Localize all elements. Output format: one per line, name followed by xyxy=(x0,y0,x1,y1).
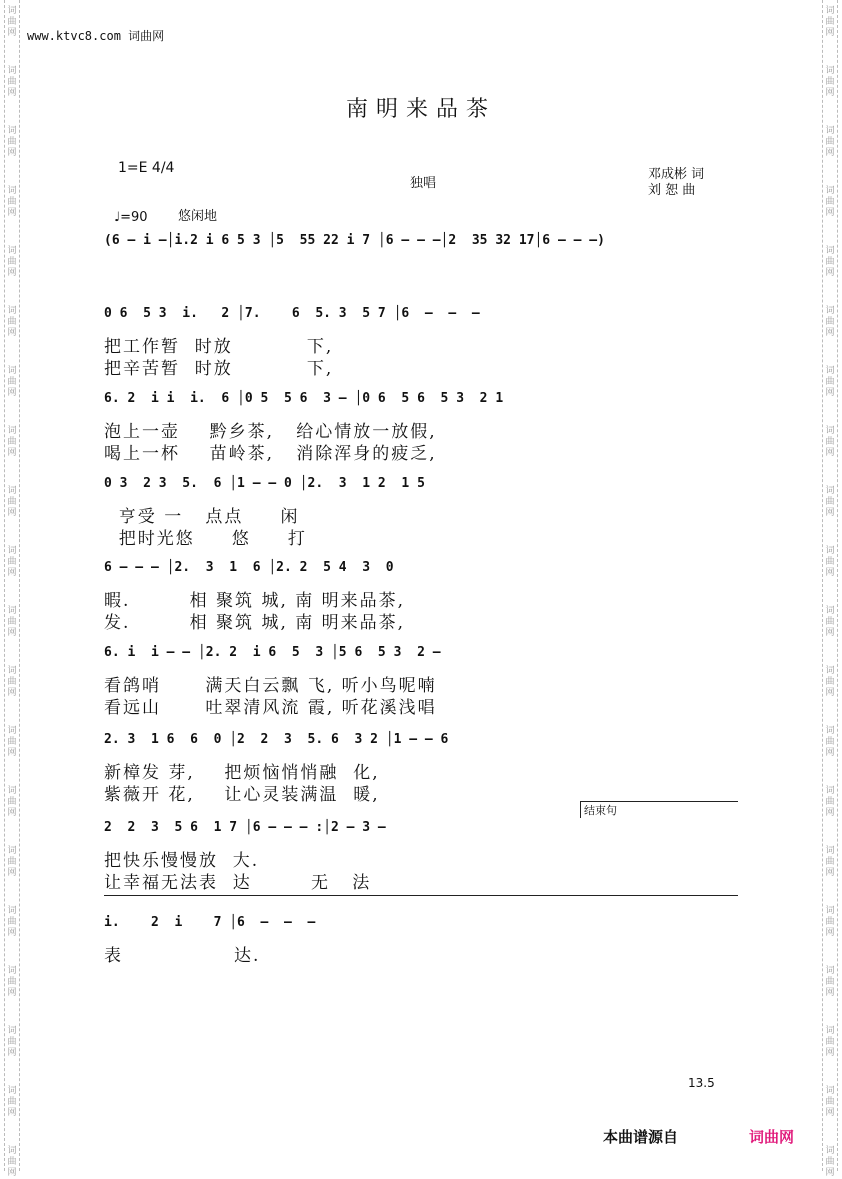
watermark-text: 词 曲 网 xyxy=(7,186,17,218)
watermark-text: 词 曲 网 xyxy=(7,1086,17,1118)
watermark-text: 词 曲 网 xyxy=(7,606,17,638)
watermark-text: 词 曲 网 xyxy=(7,66,17,98)
watermark-text: 词 曲 网 xyxy=(825,6,835,38)
watermark-text: 词 曲 网 xyxy=(825,186,835,218)
watermark-text: 词 曲 网 xyxy=(825,1146,835,1178)
lyric-line: 把工作暂 时放 下, xyxy=(104,337,334,357)
page-number: 13.5 xyxy=(688,1076,715,1090)
watermark-text: 词 曲 网 xyxy=(825,306,835,338)
watermark-text: 词 曲 网 xyxy=(7,306,17,338)
watermark-text: 词 曲 网 xyxy=(7,366,17,398)
watermark-text: 词 曲 网 xyxy=(825,126,835,158)
left-watermark-strip xyxy=(4,0,20,1178)
lyric-line: 表 达. xyxy=(104,946,261,966)
notation-row: (6 – i –│i.2 i 6 5 3 │5 55 22 i 7 │6 – – –│2 35 32 17│6 – – –) xyxy=(104,233,605,248)
right-watermark-strip xyxy=(822,0,838,1178)
ending-bracket: 结束句 xyxy=(580,801,738,818)
notation-row: 0 6 5 3 i. 2 │7. 6 5. 3 5 7 │6 – – – xyxy=(104,306,480,321)
lyricist: 邓成彬 词 xyxy=(648,167,705,182)
site-header[interactable]: www.ktvc8.com 词曲网 xyxy=(27,29,165,43)
notation-row: 2. 3 1 6 6 0 │2 2 3 5. 6 3 2 │1 – – 6 xyxy=(104,732,449,747)
brand-logo[interactable]: 词曲网 xyxy=(749,1128,795,1146)
lyric-line: 把辛苦暂 时放 下, xyxy=(104,359,334,379)
watermark-text: 词 曲 网 xyxy=(7,666,17,698)
mood-marking: 悠闲地 xyxy=(178,209,218,224)
tempo-marking: ♩=90 xyxy=(114,210,148,225)
lyric-line: 让幸福无法表 达 无 法 xyxy=(104,873,372,893)
watermark-text: 词 曲 网 xyxy=(825,246,835,278)
lyric-line: 紫薇开 花, 让心灵装满温 暖, xyxy=(104,785,380,805)
watermark-text: 词 曲 网 xyxy=(825,486,835,518)
lyric-line: 把快乐慢慢放 大. xyxy=(104,851,260,871)
watermark-text: 词 曲 网 xyxy=(825,666,835,698)
watermark-text: 词 曲 网 xyxy=(825,966,835,998)
notation-row: 6. i i – – │2. 2 i 6 5 3 │5 6 5 3 2 – xyxy=(104,645,441,660)
watermark-text: 词 曲 网 xyxy=(7,246,17,278)
notation-row: i. 2 i 7 │6 – – – xyxy=(104,915,316,930)
watermark-text: 词 曲 网 xyxy=(825,1086,835,1118)
staff-line xyxy=(104,895,738,896)
watermark-text: 词 曲 网 xyxy=(825,546,835,578)
watermark-text: 词 曲 网 xyxy=(7,726,17,758)
lyric-line: 喝上一杯 苗岭茶, 消除浑身的疲乏, xyxy=(104,444,437,464)
watermark-text: 词 曲 网 xyxy=(7,1146,17,1178)
watermark-text: 词 曲 网 xyxy=(7,1026,17,1058)
watermark-text: 词 曲 网 xyxy=(7,126,17,158)
lyric-line: 把时光悠 悠 打 xyxy=(104,529,307,549)
watermark-text: 词 曲 网 xyxy=(7,426,17,458)
lyric-line: 泡上一壶 黔乡茶, 给心情放一放假, xyxy=(104,422,437,442)
notation-row: 6. 2 i i i. 6 │0 5 5 6 3 – │0 6 5 6 5 3 2 1 xyxy=(104,391,504,406)
lyric-line: 看鸽哨 满天白云飘 飞, 听小鸟呢喃 xyxy=(104,676,437,696)
watermark-text: 词 曲 网 xyxy=(825,786,835,818)
watermark-text: 词 曲 网 xyxy=(825,426,835,458)
notation-row: 0 3 2 3 5. 6 │1 – – 0 │2. 3 1 2 1 5 xyxy=(104,476,425,491)
performance-style: 独唱 xyxy=(410,176,437,191)
watermark-text: 词 曲 网 xyxy=(7,786,17,818)
watermark-text: 词 曲 网 xyxy=(825,606,835,638)
watermark-text: 词 曲 网 xyxy=(825,726,835,758)
watermark-text: 词 曲 网 xyxy=(825,1026,835,1058)
notation-row: 6 – – – │2. 3 1 6 │2. 2 5 4 3 0 xyxy=(104,560,394,575)
watermark-text: 词 曲 网 xyxy=(825,66,835,98)
watermark-text: 词 曲 网 xyxy=(7,846,17,878)
notation-row: 2 2 3 5 6 1 7 │6 – – – :│2 – 3 – xyxy=(104,820,386,835)
watermark-text: 词 曲 网 xyxy=(7,546,17,578)
lyric-line: 看远山 吐翠清风流 霞, 听花溪浅唱 xyxy=(104,698,437,718)
source-label: 本曲谱源自 xyxy=(603,1128,679,1146)
watermark-text: 词 曲 网 xyxy=(7,486,17,518)
key-signature: 1=E 4/4 xyxy=(118,160,175,176)
watermark-text: 词 曲 网 xyxy=(7,6,17,38)
lyric-line: 暇. 相 聚筑 城, 南 明来品茶, xyxy=(104,591,406,611)
watermark-text: 词 曲 网 xyxy=(825,366,835,398)
lyric-line: 亨受 一 点点 闲 xyxy=(104,507,300,527)
watermark-text: 词 曲 网 xyxy=(7,966,17,998)
watermark-text: 词 曲 网 xyxy=(7,906,17,938)
watermark-text: 词 曲 网 xyxy=(825,846,835,878)
lyric-line: 新樟发 芽, 把烦恼悄悄融 化, xyxy=(104,763,380,783)
composer: 刘 恕 曲 xyxy=(648,183,696,198)
song-title: 南明来品茶 xyxy=(345,97,496,122)
lyric-line: 发. 相 聚筑 城, 南 明来品茶, xyxy=(104,613,406,633)
watermark-text: 词 曲 网 xyxy=(825,906,835,938)
